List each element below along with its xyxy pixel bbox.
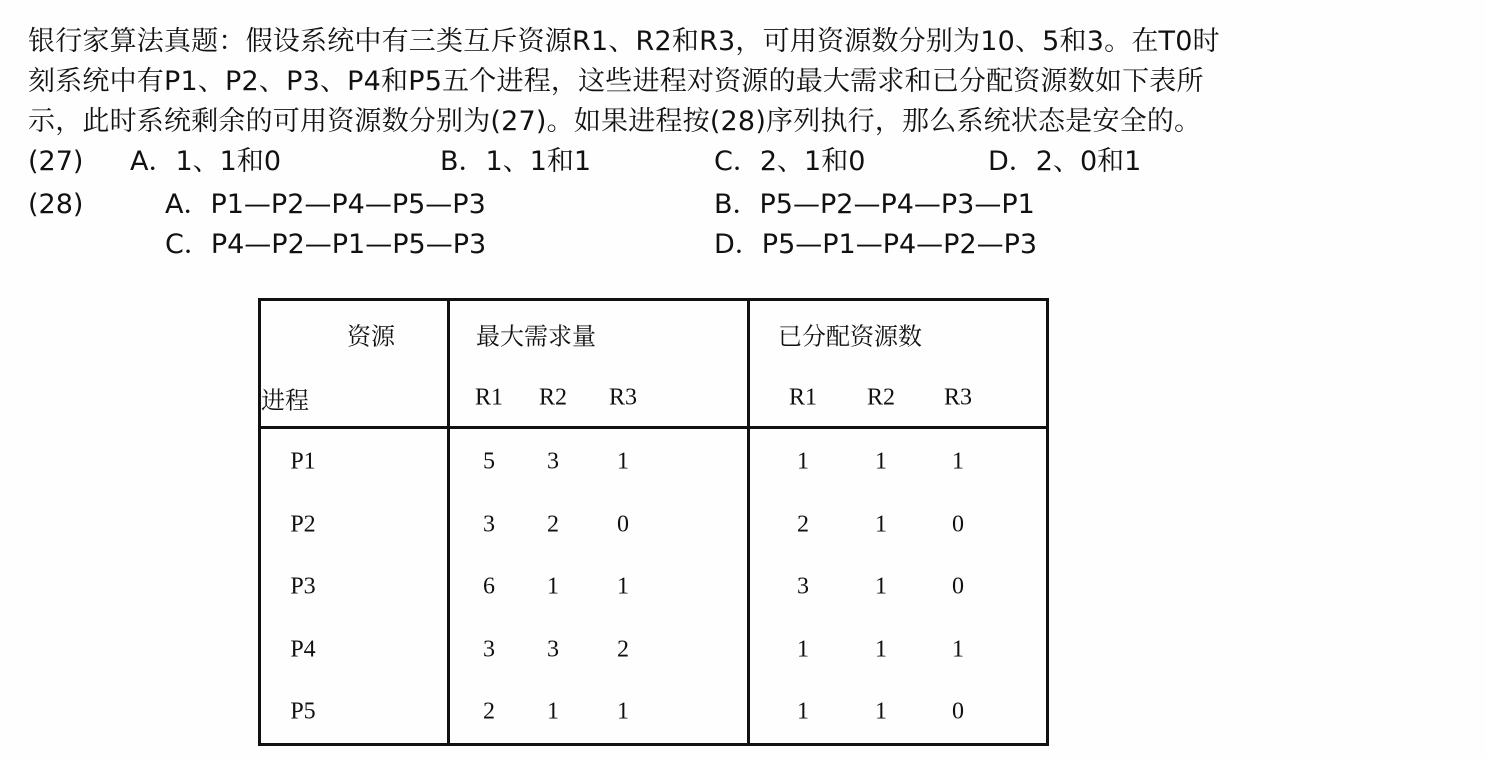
max-value: 1	[617, 698, 629, 725]
max-value: 1	[617, 448, 629, 475]
q27-option-d: D．2、0和1	[988, 146, 1142, 177]
q27-option-b: B．1、1和1	[440, 146, 592, 177]
question-line-3: 示，此时系统剩余的可用资源数分别为(27)。如果进程按(28)序列执行，那么系统状态是安全的。	[28, 106, 1202, 137]
alloc-value: 1	[952, 636, 964, 662]
alloc-value: 1	[797, 636, 809, 662]
max-value: 1	[547, 573, 559, 600]
process-name: P4	[290, 636, 316, 662]
alloc-subheader: R1	[788, 384, 818, 411]
corner-resource-label: 资源	[347, 322, 395, 351]
max-value: 6	[483, 573, 495, 600]
table-divider	[447, 301, 450, 743]
q28-label: (28)	[28, 189, 84, 220]
alloc-value: 1	[875, 511, 887, 537]
max-subheader: R2	[538, 384, 568, 411]
question-line-1: 银行家算法真题：假设系统中有三类互斥资源R1、R2和R3，可用资源数分别为10、5和3。在T0时	[28, 26, 1220, 57]
q28-option-b: B．P5—P2—P4—P3—P1	[714, 189, 1035, 220]
max-value: 2	[617, 636, 629, 662]
q28-option-d: D．P5—P1—P4—P2—P3	[714, 229, 1038, 260]
q27-option-c: C．2、1和0	[714, 146, 866, 177]
alloc-value: 1	[952, 448, 964, 475]
header-divider	[261, 426, 1046, 429]
q28-option-a: A．P1—P2—P4—P5—P3	[165, 189, 486, 220]
process-name: P3	[290, 573, 316, 600]
max-value: 0	[617, 511, 629, 537]
max-value: 3	[547, 448, 559, 475]
max-value: 1	[617, 573, 629, 600]
resource-table	[258, 298, 1049, 746]
corner-process-label: 进程	[261, 386, 309, 415]
table-divider	[747, 301, 750, 743]
max-value: 3	[483, 636, 495, 662]
max-value: 2	[547, 511, 559, 537]
max-value: 2	[483, 698, 495, 725]
alloc-value: 1	[875, 636, 887, 662]
alloc-subheader: R2	[866, 384, 896, 411]
max-demand-header: 最大需求量	[476, 322, 596, 351]
max-value: 3	[547, 636, 559, 662]
alloc-value: 1	[875, 573, 887, 600]
alloc-value: 3	[797, 573, 809, 600]
alloc-value: 1	[875, 448, 887, 475]
max-value: 3	[483, 511, 495, 537]
q27-label: (27)	[28, 146, 84, 177]
max-subheader: R1	[474, 384, 504, 411]
alloc-subheader: R3	[943, 384, 973, 411]
alloc-value: 0	[952, 573, 964, 600]
q27-option-a: A．1、1和0	[130, 146, 282, 177]
max-value: 1	[547, 698, 559, 725]
alloc-value: 1	[797, 698, 809, 725]
process-name: P5	[290, 698, 316, 725]
allocated-header: 已分配资源数	[778, 322, 922, 351]
alloc-value: 0	[952, 698, 964, 725]
process-name: P1	[290, 448, 316, 475]
max-subheader: R3	[608, 384, 638, 411]
alloc-value: 1	[797, 448, 809, 475]
process-name: P2	[290, 511, 316, 537]
alloc-value: 1	[875, 698, 887, 725]
q28-option-c: C．P4—P2—P1—P5—P3	[165, 229, 487, 260]
alloc-value: 0	[952, 511, 964, 537]
max-value: 5	[483, 448, 495, 475]
alloc-value: 2	[797, 511, 809, 537]
question-line-2: 刻系统中有P1、P2、P3、P4和P5五个进程，这些进程对资源的最大需求和已分配资源数如下表所	[28, 66, 1204, 97]
